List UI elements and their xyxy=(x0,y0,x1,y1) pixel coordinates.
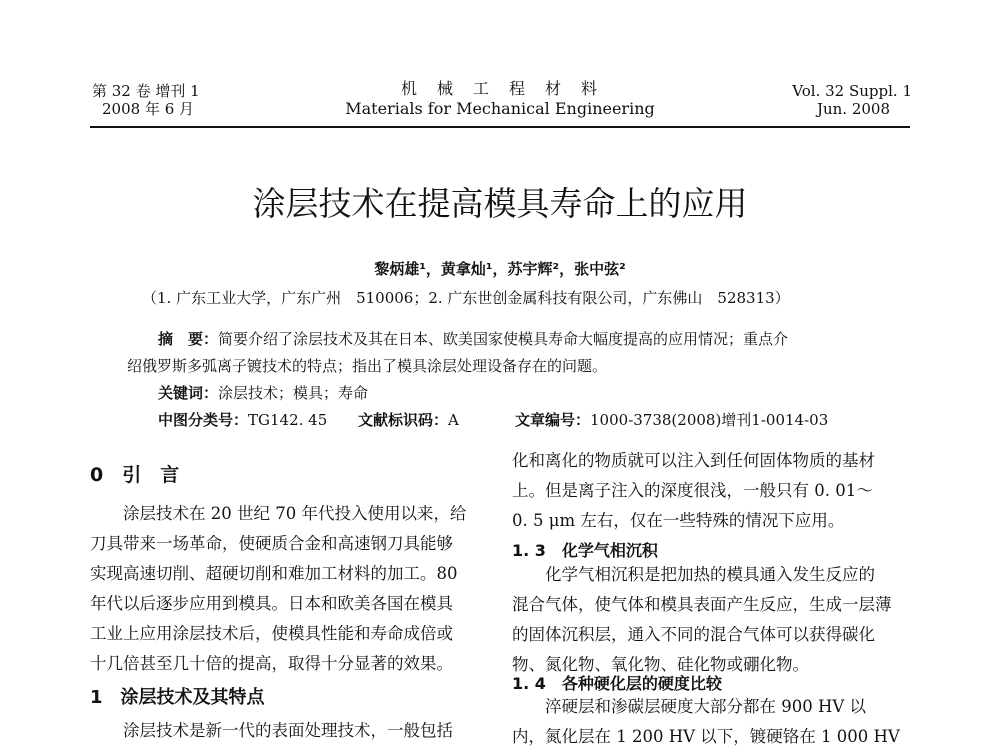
header-rule xyxy=(90,126,910,128)
text-line: 十几倍甚至几十倍的提高，取得十分显著的效果。 xyxy=(90,654,453,673)
text-line: 0. 5 μm 左右，仅在一些特殊的情况下应用。 xyxy=(512,511,845,530)
text-line: 化学气相沉积是把加热的模具通入发生反应的 xyxy=(512,565,875,584)
volume-info-en xyxy=(762,82,912,118)
volume-issue: 第 32 卷 增刊 1 xyxy=(92,82,200,100)
authors: 黎炳雄¹，黄拿灿¹，苏宇辉²，张中弦² xyxy=(374,260,626,278)
text-line: 涂层技术在 20 世纪 70 年代投入使用以来，给 xyxy=(90,504,467,523)
keywords xyxy=(158,382,368,403)
affiliations: （1. 广东工业大学，广东广州 510006；2. 广东世创金属科技有限公司，广东佛山 528313） xyxy=(142,289,790,307)
volume-info xyxy=(92,82,200,118)
text-line: 淬硬层和渗碳层硬度大部分都在 900 HV 以 xyxy=(512,697,867,716)
text-line: 年代以后逐步应用到模具。日本和欧美各国在模具 xyxy=(90,594,453,613)
section-1-paragraph: 涂层技术是新一代的表面处理技术，一般包括 xyxy=(90,721,453,740)
text-line: 物、氮化物、氧化物、硅化物或硼化物。 xyxy=(512,655,809,674)
keywords-text: 涂层技术；模具；寿命 xyxy=(218,384,369,402)
doc-label: 文献标识码： xyxy=(358,411,449,429)
right-paragraph-c xyxy=(512,692,900,752)
abstract-label: 摘 要： xyxy=(158,330,219,348)
text-line: 混合气体，使气体和模具表面产生反应，生成一层薄 xyxy=(512,595,892,614)
doc-value: A xyxy=(448,411,459,429)
article-title: 涂层技术在提高模具寿命上的应用 xyxy=(252,184,748,223)
article-number-value: 1000-3738(2008)增刊1-0014-03 xyxy=(590,411,829,429)
clc-label: 中图分类号： xyxy=(158,411,249,429)
keywords-label: 关键词： xyxy=(158,384,219,402)
publish-date-en: Jun. 2008 xyxy=(816,100,890,118)
intro-paragraph xyxy=(90,499,466,679)
abstract-text-1: 简要介绍了涂层技术及其在日本、欧美国家使模具寿命大幅度提高的应用情况；重点介 xyxy=(218,330,789,348)
journal-name xyxy=(330,80,670,118)
section-1-title: 1 涂层技术及其特点 xyxy=(90,687,265,708)
abstract-line-1 xyxy=(158,328,788,349)
journal-name-en: Materials for Mechanical Engineering xyxy=(345,99,655,118)
text-line: 刀具带来一场革命，使硬质合金和高速钢刀具能够 xyxy=(90,534,453,553)
section-1-4-title: 1. 4 各种硬化层的硬度比较 xyxy=(512,674,722,693)
section-1-3-title: 1. 3 化学气相沉积 xyxy=(512,541,658,560)
article-number-label: 文章编号： xyxy=(515,411,591,429)
text-line: 的固体沉积层，通入不同的混合气体可以获得碳化 xyxy=(512,625,875,644)
section-0-title: 0 引 言 xyxy=(90,464,180,486)
right-paragraph-a xyxy=(512,446,875,536)
publish-date: 2008 年 6 月 xyxy=(102,100,195,118)
doc-code xyxy=(358,409,459,430)
clc-number xyxy=(158,409,327,430)
journal-name-cn: 机 械 工 程 材 料 xyxy=(400,79,599,98)
volume-issue-en: Vol. 32 Suppl. 1 xyxy=(792,82,912,100)
text-line: 工业上应用涂层技术后，使模具性能和寿命成倍或 xyxy=(90,624,453,643)
text-line: 化和离化的物质就可以注入到任何固体物质的基材 xyxy=(512,451,875,470)
right-paragraph-b xyxy=(512,560,892,680)
text-line: 实现高速切削、超硬切削和难加工材料的加工。80 xyxy=(90,564,458,583)
abstract-line-2: 绍俄罗斯多弧离子镀技术的特点；指出了模具涂层处理设备存在的问题。 xyxy=(127,357,608,375)
clc-value: TG142. 45 xyxy=(248,411,328,429)
article-number xyxy=(515,409,828,430)
text-line: 内，氮化层在 1 200 HV 以下，镀硬铬在 1 000 HV xyxy=(512,727,900,746)
text-line: 上。但是离子注入的深度很浅，一般只有 0. 01～ xyxy=(512,481,873,500)
